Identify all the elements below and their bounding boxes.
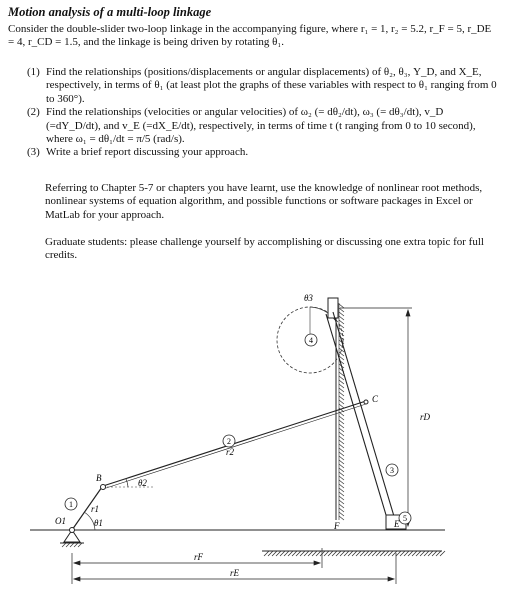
dimension-rD	[340, 308, 412, 526]
intro-paragraph: Consider the double-slider two-loop linkage in the accompanying figure, where r₁ = 1, r₂ = 5.2, r_F = 5, r_DE = 4, r_CD = 1.5, and the linkage is being driven by rotating θ₁.	[8, 23, 492, 49]
slider-block-d	[328, 298, 338, 318]
task-text: Write a brief report discussing your approach.	[46, 146, 249, 159]
hatch-mark	[339, 460, 344, 464]
hatch-mark	[339, 308, 344, 312]
hatch-mark	[339, 392, 344, 396]
point-c-label: C	[372, 394, 379, 404]
theta3-label: θ3	[304, 293, 313, 303]
hatch-mark	[339, 444, 344, 448]
hatch-mark	[339, 452, 344, 456]
r1-label: r1	[91, 504, 100, 514]
hatch-mark	[339, 432, 344, 436]
link-number-5-text: 5	[403, 514, 407, 523]
hatch-mark	[339, 304, 344, 308]
hatch-mark	[339, 380, 344, 384]
hatch-mark	[339, 468, 344, 472]
hatch-mark	[339, 388, 344, 392]
task-text: Find the relationships (velocities or angular velocities) of ω₂ (= dθ₂/dt), ω₃ (= dθ₃/dt), v_D (=dY_D/dt), and v_E (=dX_E/dt), respectively, in terms of time t (t ranging from 0 to 10 second), where ω₁ = dθ₁/dt = π/5 (rad/s).	[46, 106, 476, 146]
link-number-3	[386, 464, 398, 476]
ground-hatch	[262, 551, 445, 556]
task-item-2	[27, 106, 497, 146]
hatch-mark	[339, 488, 344, 492]
theta2-label: θ2	[138, 478, 147, 488]
task-item-1	[27, 66, 497, 106]
hatch-mark	[339, 512, 344, 516]
r2-label: r2	[226, 447, 235, 457]
link-number-1-text: 1	[69, 500, 73, 509]
point-f-label: F	[334, 521, 340, 531]
link-number-3-text: 3	[390, 466, 394, 475]
hatch-mark	[339, 420, 344, 424]
point-b-label: B	[96, 473, 102, 483]
hatch-mark	[339, 516, 344, 520]
linkage-figure	[0, 268, 507, 598]
hatch-mark	[339, 436, 344, 440]
hatch-mark	[339, 504, 344, 508]
hatch-mark	[339, 476, 344, 480]
rD-label: rD	[420, 412, 431, 422]
task-number: (3)	[27, 146, 40, 159]
hatch-mark	[339, 480, 344, 484]
link-number-2	[223, 435, 235, 447]
hatch-mark	[339, 312, 344, 316]
o1-label: O1	[55, 516, 66, 526]
hatch-mark	[339, 316, 344, 320]
rE-label: rE	[230, 568, 239, 578]
joint-c	[364, 400, 368, 404]
link-number-2-text: 2	[227, 437, 231, 446]
hatch-mark	[339, 384, 344, 388]
hatch-mark	[339, 404, 344, 408]
link-number-4-text: 4	[309, 336, 313, 345]
hatch-mark	[339, 456, 344, 460]
task-item-3	[27, 146, 497, 159]
hatch-mark	[339, 416, 344, 420]
hatch-mark	[339, 440, 344, 444]
hatch-mark	[339, 464, 344, 468]
task-number: (2)	[27, 106, 40, 119]
hatch-mark	[339, 424, 344, 428]
point-e-label: E	[394, 519, 400, 529]
link-2-edge	[103, 404, 366, 489]
problem-title: Motion analysis of a multi-loop linkage	[8, 5, 212, 19]
task-list	[27, 66, 497, 160]
reference-paragraph: Referring to Chapter 5-7 or chapters you have learnt, use the knowledge of nonlinear root methods, nonlinear systems of equation algorithm, and possible functions or software packages in Excel or MatLab for your approach.	[45, 182, 483, 221]
hatch-mark	[339, 508, 344, 512]
link-number-4	[305, 334, 317, 346]
hatch-mark	[339, 472, 344, 476]
hatch-mark	[339, 448, 344, 452]
hatch-mark	[339, 396, 344, 400]
hatch-mark	[339, 496, 344, 500]
task-number: (1)	[27, 66, 40, 78]
hatch-mark	[339, 376, 344, 380]
hatch-mark	[339, 320, 344, 324]
link-number-5	[399, 512, 411, 524]
hatch-mark	[339, 352, 344, 356]
theta2-arc	[126, 479, 128, 487]
theta1-label: θ1	[94, 518, 103, 528]
rF-label: rF	[194, 552, 203, 562]
hatch-mark	[339, 500, 344, 504]
hatch-mark	[339, 428, 344, 432]
graduate-note: Graduate students: please challenge yourself by accomplishing or discussing one extra topic for full credits.	[45, 236, 484, 262]
joint-b	[101, 485, 106, 490]
hatch-mark	[339, 492, 344, 496]
hatch-mark	[339, 484, 344, 488]
task-text: Find the relationships (positions/displacements or angular displacements) of θ₂, θ₃, Y_D, and X_E, respectively, in terms of θ₁ (at least plot the graphs of these variables with respect to θ₁ ranging from 0 to 360°).	[46, 66, 497, 105]
link-number-1	[65, 498, 77, 510]
hatch-mark	[339, 400, 344, 404]
